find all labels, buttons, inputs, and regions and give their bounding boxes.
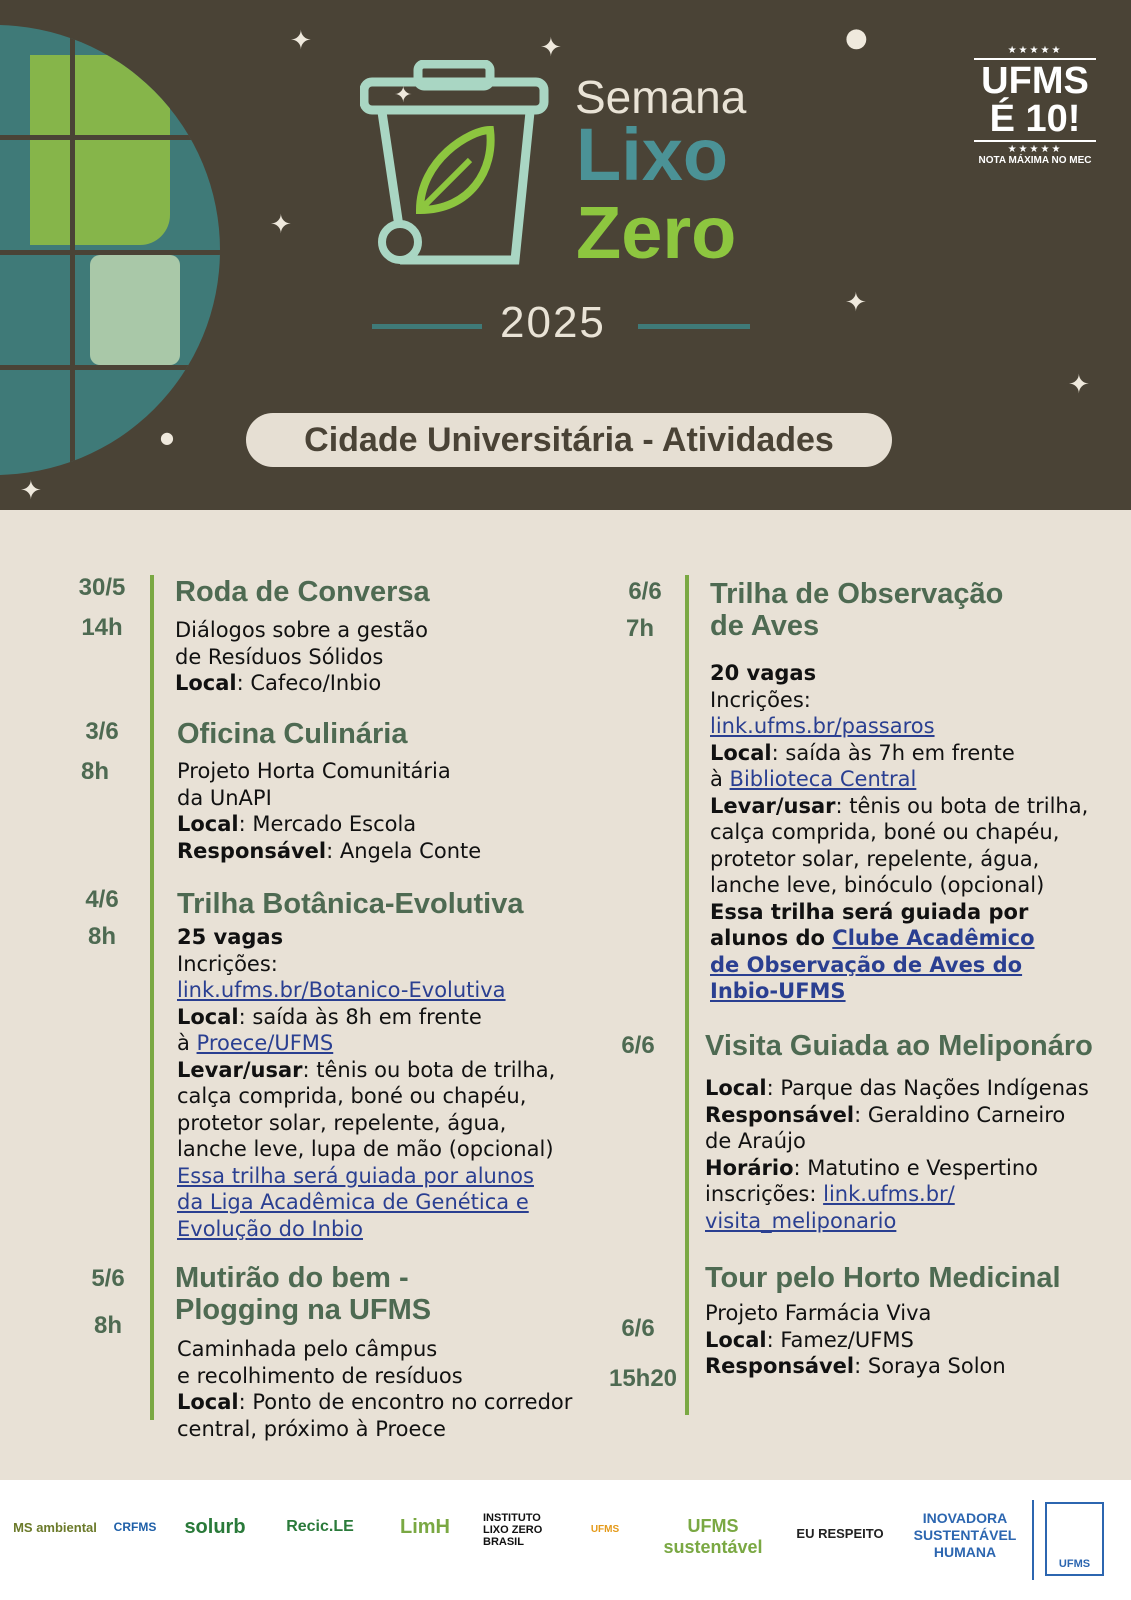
event-title: Visita Guiada ao Meliponáro [705,1030,1093,1062]
globe-illustration [0,25,220,475]
logo-crfms: CRFMS [113,1520,157,1534]
logo-ms-ambiental: MS ambiental [13,1520,97,1535]
sparkle-icon: ✦ [1068,370,1090,400]
title-semana: Semana [575,71,747,123]
event-date: 30/5 [78,574,126,601]
event-title: Tour pelo Horto Medicinal [705,1262,1061,1294]
trash-bin-leaf-icon [360,60,560,280]
event-time: 8h [93,1312,122,1339]
sparkle-icon: ● [160,428,174,447]
year-divider [372,324,482,329]
event-details: Caminhada pelo câmpus e recolhimento de resíduos Local: Ponto de encontro no corredor central, próximo à Proece [177,1337,573,1441]
logo-recicle: Recic.LE [286,1518,354,1535]
registration-link[interactable]: link.ufms.br/passaros [710,714,935,738]
proece-link[interactable]: Proece/UFMS [196,1031,334,1055]
badge-tagline: NOTA MÁXIMA NO MEC [978,155,1092,166]
event-date: 4/6 [85,886,119,913]
sparkle-icon: ✦ [845,288,867,318]
year: 2025 [500,298,606,347]
event-time: 8h [87,923,116,950]
logo-solurb: solurb [184,1516,246,1538]
logo-ufms-sustentavel: UFMS sustentável [663,1516,763,1557]
logo-limh: LimH [400,1516,450,1538]
badge-line2: É 10! [989,98,1081,140]
registration-link[interactable]: link.ufms.br/Botanico-Evolutiva [177,978,506,1002]
guide-link[interactable]: Essa trilha será guiada por alunos [177,1163,534,1188]
title-zero: Zero [576,191,737,274]
event-details: Projeto Farmácia Viva Local: Famez/UFMS Responsável: Soraya Solon [705,1301,1006,1378]
logo-instituto-lixo-zero: INSTITUTO LIXO ZERO BRASIL [483,1512,543,1548]
badge-line1: UFMS [981,60,1089,102]
event-date: 6/6 [628,578,662,605]
clube-link[interactable]: de Observação de Aves do [710,952,1023,977]
event-title: Trilha Botânica-Evolutiva [177,888,524,920]
event-time: 14h [81,614,123,641]
header-banner [0,0,1131,510]
timeline-line-right [685,575,689,1415]
inovadora-tagline: INOVADORA SUSTENTÁVEL HUMANA [913,1510,1017,1560]
guide-link[interactable]: da Liga Acadêmica de Genética e [177,1190,529,1214]
event-date: 6/6 [621,1032,655,1059]
event-title: Mutirão do bem - Plogging na UFMS [175,1262,432,1326]
title-lixo: Lixo [576,113,729,196]
clube-link[interactable]: Inbio-UFMS [710,979,846,1003]
footer-divider [1032,1500,1034,1580]
event-title: Oficina Culinária [177,718,408,750]
timeline-line-left [150,575,154,1420]
page-subtitle: Cidade Universitária - Atividades [246,413,892,467]
year-divider [638,324,750,329]
sparkle-icon: ● [845,23,868,53]
sparkle-icon: ✦ [540,33,562,63]
sparkle-icon: ✦ [20,476,42,506]
svg-text:✦: ✦ [394,83,413,108]
logo-eu-respeito: EU RESPEITO [796,1526,884,1541]
event-details: 20 vagas Incrições: link.ufms.br/passaros Local: saída às 7h em frente à Biblioteca Central Levar/usar: tênis ou bota de trilha, calça comprida, boné ou chapéu, protetor solar, repelente, água, lanche leve, binóculo (opcional) Essa trilha será guiada por alunos do Clube Acadêmico de Observação de Aves do Inbio-UFMS [710,661,1089,1003]
event-details: 25 vagas Incrições: link.ufms.br/Botanico-Evolutiva Local: saída às 8h em frente à Proece/UFMS Levar/usar: tênis ou bota de trilha, calça comprida, boné ou chapéu, protetor solar, repelente, água, lanche leve, lupa de mão (opcional) Essa trilha será guiada por alunos da Liga Acadêmica de Genética e Evolução do Inbio [177,925,556,1241]
ufms-badge: ★★★★★ UFMS É 10! ★★★★★ NOTA MÁXIMA NO MEC [970,45,1100,166]
biblioteca-link[interactable]: Biblioteca Central [729,767,917,791]
event-date: 5/6 [91,1265,125,1292]
event-title: Roda de Conversa [175,576,430,608]
event-title: Trilha de Observação de Aves [710,578,1004,642]
guide-link[interactable]: Evolução do Inbio [177,1216,363,1241]
sponsor-footer [0,1480,1131,1600]
event-details: Projeto Horta Comunitária da UnAPI Local: Mercado Escola Responsável: Angela Conte [177,759,482,863]
clube-link[interactable]: Clube Acadêmico [832,926,1035,950]
sparkle-icon: ✦ [270,210,292,240]
event-date: 3/6 [85,718,119,745]
logo-ufms-diamond: UFMS [590,1524,620,1535]
meliponario-link[interactable]: visita_meliponario [705,1208,897,1233]
event-time: 8h [80,758,109,785]
meliponario-link[interactable]: link.ufms.br/ [823,1182,955,1206]
event-date: 6/6 [621,1315,655,1342]
logo-ufms: UFMS [1045,1502,1104,1576]
event-details: Local: Parque das Nações Indígenas Responsável: Geraldino Carneiro de Araújo Horário: Matutino e Vespertino inscrições: link.ufms.br/ visita_meliponario [705,1076,1089,1233]
event-time: 15h20 [608,1365,678,1392]
event-details: Diálogos sobre a gestão de Resíduos Sólidos Local: Cafeco/Inbio [175,618,428,695]
event-time: 7h [625,615,654,642]
sparkle-icon: ✦ [290,26,312,56]
